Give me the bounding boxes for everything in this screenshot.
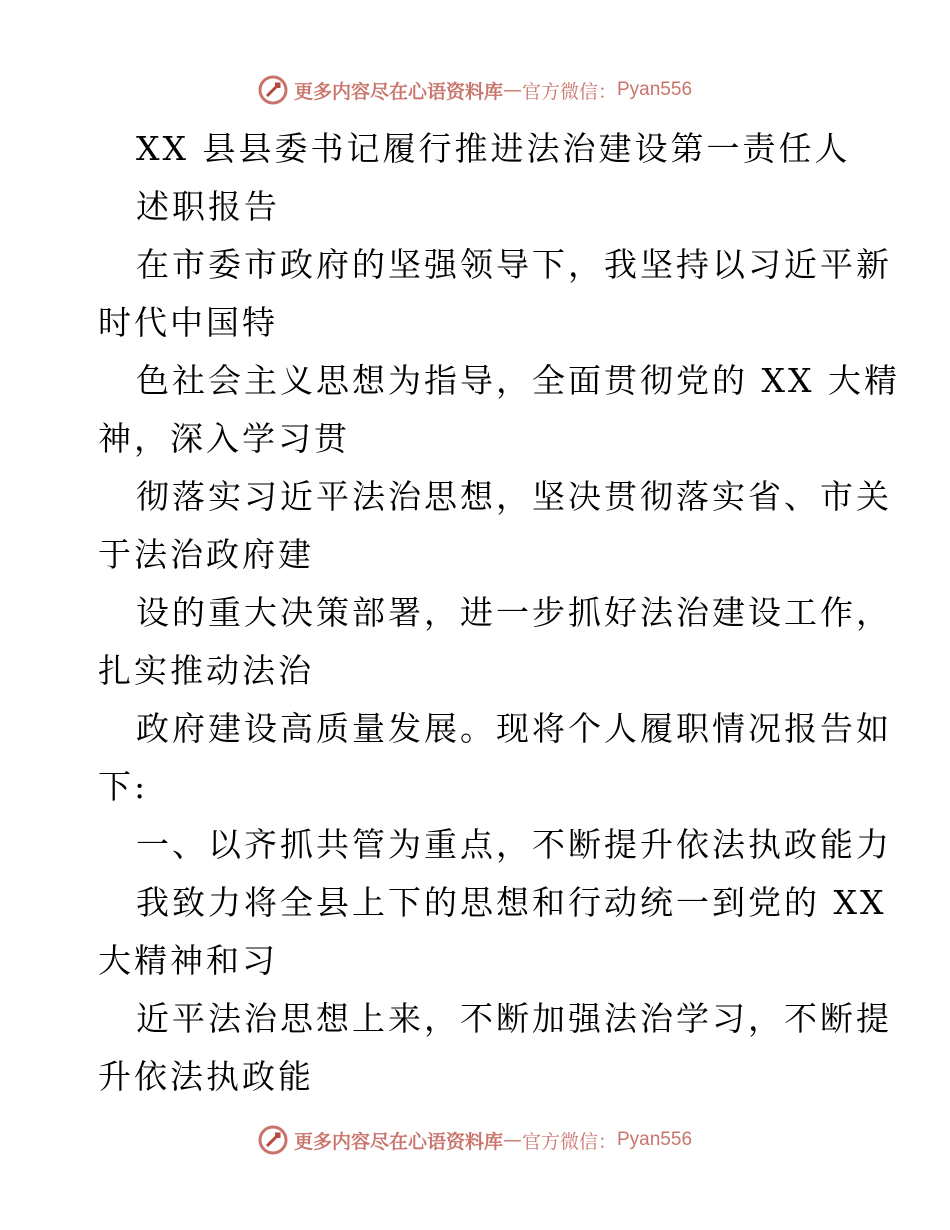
watermark-wechat-id: Pyan556 <box>617 79 693 100</box>
paragraph-line: 彻落实习近平法治思想，坚决贯彻落实省、市关 <box>136 477 892 516</box>
paragraph-line: 政府建设高质量发展。现将个人履职情况报告如 <box>136 709 892 748</box>
doc-title-line-1: XX 县县委书记履行推进法治建设第一责任人 <box>136 129 851 168</box>
footer-watermark <box>0 1120 950 1160</box>
watermark-main-text: 更多内容尽在心语资料库 <box>293 80 503 103</box>
paragraph-line: 色社会主义思想为指导，全面贯彻党的 XX 大精 <box>136 361 900 400</box>
watermark-dash: — <box>502 1129 522 1151</box>
watermark-main-text: 更多内容尽在心语资料库 <box>293 1130 503 1153</box>
paragraph-line: 大精神和习 <box>98 941 278 980</box>
watermark-sub-text: 官方微信： <box>521 1130 617 1153</box>
watermark-dash: — <box>502 79 522 101</box>
paragraph-line: 神，深入学习贯 <box>98 419 350 458</box>
doc-title-line-2: 述职报告 <box>136 187 280 226</box>
document-body <box>98 120 900 1106</box>
paragraph-line: 近平法治思想上来，不断加强法治学习，不断提 <box>136 999 892 1038</box>
paragraph-line: 时代中国特 <box>98 303 278 342</box>
watermark-sub-text: 官方微信： <box>521 80 617 103</box>
paragraph-line: 扎实推动法治 <box>98 651 314 690</box>
paragraph-line: 设的重大决策部署，进一步抓好法治建设工作， <box>136 593 892 632</box>
paragraph-line: 在市委市政府的坚强领导下，我坚持以习近平新 <box>136 245 892 284</box>
section-heading: 一、以齐抓共管为重点，不断提升依法执政能力 <box>136 825 892 864</box>
paragraph-line: 升依法执政能 <box>98 1057 314 1096</box>
header-watermark <box>0 70 950 110</box>
brand-logo-icon <box>258 1125 288 1155</box>
paragraph-line: 我致力将全县上下的思想和行动统一到党的 XX <box>136 883 887 922</box>
brand-logo-icon <box>258 75 288 105</box>
watermark-wechat-id: Pyan556 <box>617 1129 693 1150</box>
paragraph-line: 下: <box>98 767 149 806</box>
paragraph-line: 于法治政府建 <box>98 535 314 574</box>
